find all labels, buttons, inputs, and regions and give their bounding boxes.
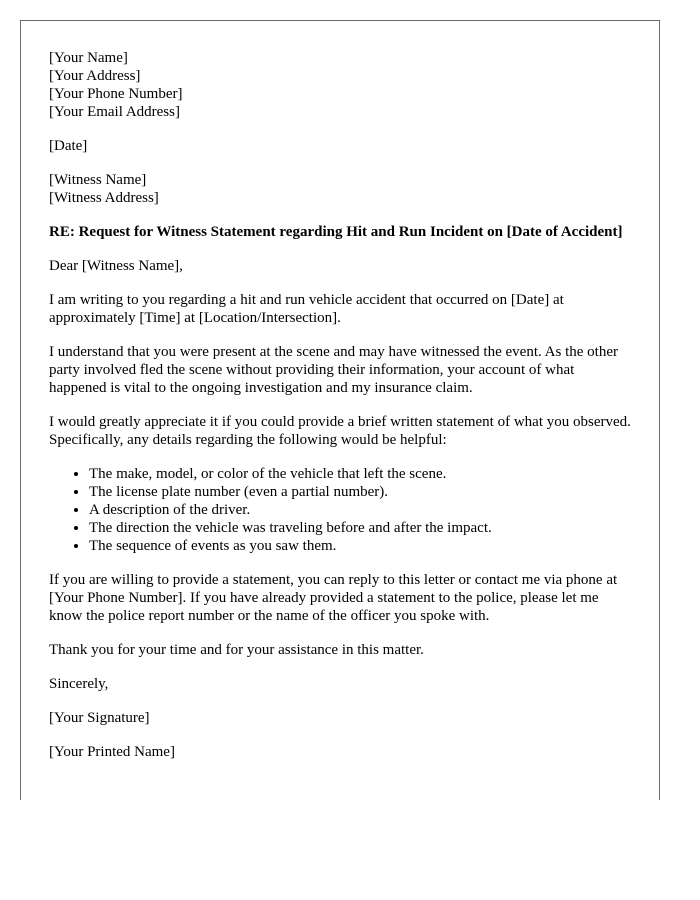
sender-name: [Your Name] [49, 50, 128, 66]
letter-date: [Date] [49, 138, 88, 154]
sender-email: [Your Email Address] [49, 104, 180, 120]
sender-phone: [Your Phone Number] [49, 86, 183, 102]
list-item: • A description of the driver. [89, 501, 631, 519]
recipient-block [49, 171, 631, 207]
letter-page [20, 20, 660, 800]
list-item: • The license plate number (even a partial number). [89, 483, 631, 501]
closing-paragraph-2: Thank you for your time and for your assistance in this matter. [49, 642, 424, 658]
recipient-name: [Witness Name] [49, 172, 147, 188]
closing-paragraph-1: If you are willing to provide a statement, you can reply to this letter or contact me via phone at [Your Phone Number]. If you have already provided a statement to the police, please let me know the police report number or the name of the officer you spoke with. [49, 572, 618, 624]
subject-line: RE: Request for Witness Statement regarding Hit and Run Incident on [Date of Accident] [49, 224, 623, 240]
sender-address: [Your Address] [49, 68, 141, 84]
sender-block [49, 49, 631, 121]
signature-placeholder: [Your Signature] [49, 710, 150, 726]
recipient-address: [Witness Address] [49, 190, 159, 206]
list-item: • The make, model, or color of the vehicle that left the scene. [89, 465, 631, 483]
printed-name: [Your Printed Name] [49, 744, 175, 760]
sign-off: Sincerely, [49, 676, 109, 692]
list-item: • The direction the vehicle was traveling before and after the impact. [89, 519, 631, 537]
salutation: Dear [Witness Name], [49, 258, 183, 274]
date-block [49, 137, 631, 155]
body-paragraph-1: I am writing to you regarding a hit and run vehicle accident that occurred on [Date] at approximately [Time] at [Location/Intersection]. [49, 292, 564, 326]
body-paragraph-3: I would greatly appreciate it if you could provide a brief written statement of what you observed. Specifically, any details regarding the following would be helpful: [49, 414, 631, 448]
details-list [49, 465, 631, 555]
body-paragraph-2: I understand that you were present at the scene and may have witnessed the event. As the other party involved fled the scene without providing their information, your account of what happened is vital to the ongoing investigation and my insurance claim. [49, 344, 618, 396]
list-item: • The sequence of events as you saw them. [89, 537, 631, 555]
